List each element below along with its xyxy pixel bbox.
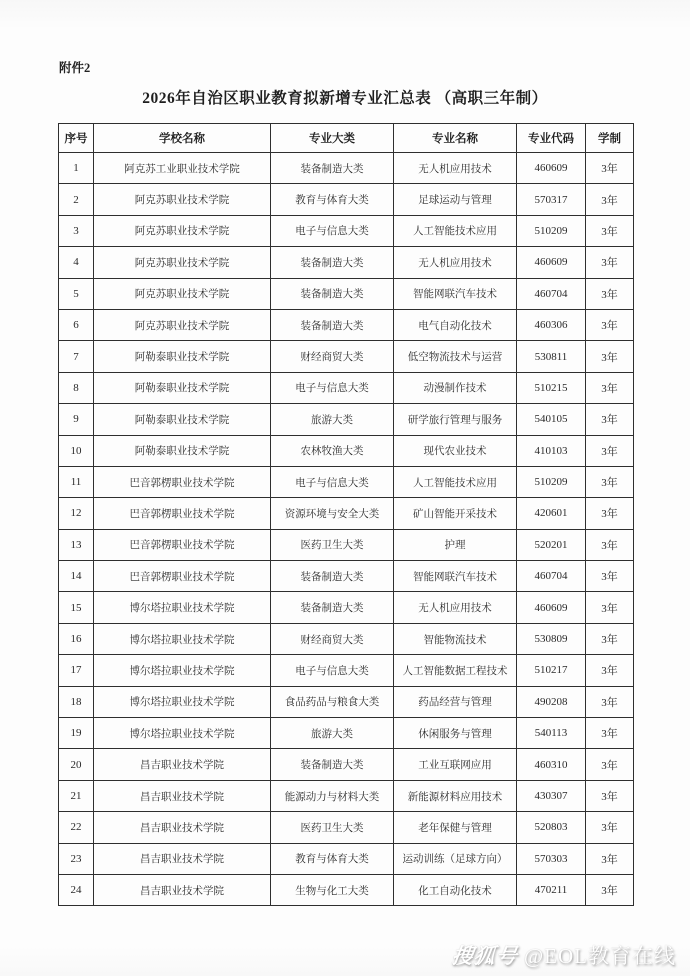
table-cell: 3年 (586, 529, 634, 560)
table-cell: 护理 (394, 529, 517, 560)
table-header-cell: 学制 (586, 124, 634, 153)
table-cell: 低空物流技术与运营 (394, 341, 517, 372)
table-cell: 3年 (586, 655, 634, 686)
table-cell: 装备制造大类 (271, 749, 394, 780)
table-cell: 工业互联网应用 (394, 749, 517, 780)
table-cell: 7 (59, 341, 94, 372)
table-cell: 博尔塔拉职业技术学院 (94, 623, 271, 654)
table-cell: 足球运动与管理 (394, 184, 517, 215)
table-cell: 阿勒泰职业技术学院 (94, 341, 271, 372)
table-cell: 电子与信息大类 (271, 655, 394, 686)
table-row (59, 341, 634, 372)
table-header-row (59, 124, 634, 153)
table-cell: 3年 (586, 466, 634, 497)
table-cell: 研学旅行管理与服务 (394, 404, 517, 435)
table-row (59, 404, 634, 435)
table-cell: 无人机应用技术 (394, 153, 517, 184)
table-header-cell: 序号 (59, 124, 94, 153)
table-cell: 470211 (517, 874, 586, 905)
table-cell: 巴音郭楞职业技术学院 (94, 561, 271, 592)
table-cell: 昌吉职业技术学院 (94, 749, 271, 780)
table-cell: 药品经营与管理 (394, 686, 517, 717)
table-cell: 无人机应用技术 (394, 247, 517, 278)
table-cell: 460609 (517, 153, 586, 184)
table-row (59, 843, 634, 874)
table-cell: 11 (59, 466, 94, 497)
table-cell: 460306 (517, 309, 586, 340)
table-cell: 16 (59, 623, 94, 654)
table-cell: 3年 (586, 435, 634, 466)
table-cell: 460609 (517, 592, 586, 623)
table-cell: 540113 (517, 718, 586, 749)
table-row (59, 309, 634, 340)
table-cell: 10 (59, 435, 94, 466)
table-cell: 阿克苏职业技术学院 (94, 278, 271, 309)
table-cell: 3年 (586, 184, 634, 215)
table-header-cell: 专业大类 (271, 124, 394, 153)
table-cell: 510209 (517, 215, 586, 246)
table-cell: 人工智能技术应用 (394, 466, 517, 497)
table-cell: 570303 (517, 843, 586, 874)
table-cell: 3年 (586, 372, 634, 403)
table-cell: 智能物流技术 (394, 623, 517, 654)
table-cell: 460704 (517, 561, 586, 592)
sohu-logo: 搜狐号 (450, 944, 520, 968)
table-cell: 现代农业技术 (394, 435, 517, 466)
table-row (59, 686, 634, 717)
table-cell: 3年 (586, 686, 634, 717)
table-cell: 阿克苏职业技术学院 (94, 184, 271, 215)
table-cell: 教育与体育大类 (271, 184, 394, 215)
attachment-label: 附件2 (59, 61, 91, 75)
table-cell: 3年 (586, 498, 634, 529)
table-head (59, 124, 634, 153)
table-cell: 14 (59, 561, 94, 592)
table-cell: 540105 (517, 404, 586, 435)
table-cell: 3年 (586, 780, 634, 811)
table-cell: 化工自动化技术 (394, 874, 517, 905)
table-cell: 阿克苏工业职业技术学院 (94, 153, 271, 184)
table-cell: 13 (59, 529, 94, 560)
table-row (59, 247, 634, 278)
table-cell: 510209 (517, 466, 586, 497)
table-row (59, 529, 634, 560)
table-row (59, 278, 634, 309)
table-cell: 410103 (517, 435, 586, 466)
table-cell: 装备制造大类 (271, 309, 394, 340)
table-cell: 智能网联汽车技术 (394, 561, 517, 592)
table-row (59, 215, 634, 246)
table-cell: 3年 (586, 247, 634, 278)
table-cell: 570317 (517, 184, 586, 215)
table-cell: 20 (59, 749, 94, 780)
table-cell: 无人机应用技术 (394, 592, 517, 623)
table-cell: 运动训练（足球方向） (394, 843, 517, 874)
table-cell: 电子与信息大类 (271, 372, 394, 403)
table-cell: 23 (59, 843, 94, 874)
table-cell: 巴音郭楞职业技术学院 (94, 498, 271, 529)
table-cell: 530811 (517, 341, 586, 372)
table-cell: 5 (59, 278, 94, 309)
table-row (59, 153, 634, 184)
table-row (59, 812, 634, 843)
table-cell: 460704 (517, 278, 586, 309)
table-cell: 博尔塔拉职业技术学院 (94, 655, 271, 686)
table-cell: 食品药品与粮食大类 (271, 686, 394, 717)
table-cell: 资源环境与安全大类 (271, 498, 394, 529)
table-cell: 生物与化工大类 (271, 874, 394, 905)
table-cell: 3年 (586, 404, 634, 435)
table-cell: 财经商贸大类 (271, 623, 394, 654)
table-cell: 12 (59, 498, 94, 529)
table-cell: 人工智能技术应用 (394, 215, 517, 246)
table-cell: 装备制造大类 (271, 561, 394, 592)
table-header-cell: 学校名称 (94, 124, 271, 153)
table-cell: 财经商贸大类 (271, 341, 394, 372)
table-cell: 巴音郭楞职业技术学院 (94, 529, 271, 560)
table-cell: 动漫制作技术 (394, 372, 517, 403)
table-cell: 530809 (517, 623, 586, 654)
table-cell: 3年 (586, 153, 634, 184)
table-cell: 装备制造大类 (271, 278, 394, 309)
table-cell: 2 (59, 184, 94, 215)
table-cell: 510215 (517, 372, 586, 403)
table-cell: 520201 (517, 529, 586, 560)
table-cell: 3年 (586, 812, 634, 843)
watermark (452, 940, 676, 970)
watermark-account: @EOL教育在线 (523, 944, 676, 968)
table-row (59, 498, 634, 529)
table-cell: 3年 (586, 341, 634, 372)
table-row (59, 372, 634, 403)
table-cell: 电子与信息大类 (271, 466, 394, 497)
table-cell: 电气自动化技术 (394, 309, 517, 340)
table-cell: 3年 (586, 623, 634, 654)
table-cell: 矿山智能开采技术 (394, 498, 517, 529)
table-cell: 3年 (586, 561, 634, 592)
table-cell: 460310 (517, 749, 586, 780)
table-cell: 博尔塔拉职业技术学院 (94, 592, 271, 623)
table-cell: 巴音郭楞职业技术学院 (94, 466, 271, 497)
table-cell: 24 (59, 874, 94, 905)
table-row (59, 435, 634, 466)
table-cell: 电子与信息大类 (271, 215, 394, 246)
table-cell: 阿克苏职业技术学院 (94, 215, 271, 246)
table-cell: 21 (59, 780, 94, 811)
table-cell: 15 (59, 592, 94, 623)
table-cell: 3年 (586, 874, 634, 905)
table-cell: 旅游大类 (271, 404, 394, 435)
table-cell: 3年 (586, 309, 634, 340)
table-cell: 博尔塔拉职业技术学院 (94, 718, 271, 749)
table-cell: 装备制造大类 (271, 247, 394, 278)
table-cell: 510217 (517, 655, 586, 686)
table-header-cell: 专业名称 (394, 124, 517, 153)
table-body (59, 153, 634, 906)
table-cell: 装备制造大类 (271, 153, 394, 184)
table-cell: 装备制造大类 (271, 592, 394, 623)
table-row (59, 623, 634, 654)
table-cell: 3年 (586, 592, 634, 623)
table-cell: 3 (59, 215, 94, 246)
table-cell: 3年 (586, 843, 634, 874)
table-row (59, 184, 634, 215)
table-cell: 3年 (586, 749, 634, 780)
table-cell: 460609 (517, 247, 586, 278)
table-cell: 8 (59, 372, 94, 403)
table-cell: 3年 (586, 278, 634, 309)
table-cell: 旅游大类 (271, 718, 394, 749)
table-cell: 新能源材料应用技术 (394, 780, 517, 811)
table-row (59, 655, 634, 686)
table-row (59, 874, 634, 905)
table-cell: 17 (59, 655, 94, 686)
table-cell: 3年 (586, 215, 634, 246)
table-cell: 4 (59, 247, 94, 278)
table-cell: 昌吉职业技术学院 (94, 780, 271, 811)
table-cell: 430307 (517, 780, 586, 811)
table-cell: 休闲服务与管理 (394, 718, 517, 749)
table-cell: 博尔塔拉职业技术学院 (94, 686, 271, 717)
table-row (59, 592, 634, 623)
page-title: 2026年自治区职业教育拟新增专业汇总表 （高职三年制） (142, 90, 548, 107)
table-cell: 阿勒泰职业技术学院 (94, 372, 271, 403)
table-cell: 能源动力与材料大类 (271, 780, 394, 811)
table-cell: 阿克苏职业技术学院 (94, 309, 271, 340)
table-cell: 医药卫生大类 (271, 529, 394, 560)
table-cell: 医药卫生大类 (271, 812, 394, 843)
table-cell: 阿勒泰职业技术学院 (94, 404, 271, 435)
table-cell: 农林牧渔大类 (271, 435, 394, 466)
table-cell: 18 (59, 686, 94, 717)
table-cell: 490208 (517, 686, 586, 717)
table-cell: 阿克苏职业技术学院 (94, 247, 271, 278)
table-cell: 1 (59, 153, 94, 184)
table-cell: 昌吉职业技术学院 (94, 874, 271, 905)
table-cell: 智能网联汽车技术 (394, 278, 517, 309)
table-cell: 昌吉职业技术学院 (94, 843, 271, 874)
table-cell: 昌吉职业技术学院 (94, 812, 271, 843)
table-cell: 420601 (517, 498, 586, 529)
table-cell: 6 (59, 309, 94, 340)
table-cell: 阿勒泰职业技术学院 (94, 435, 271, 466)
table-cell: 3年 (586, 718, 634, 749)
table-cell: 22 (59, 812, 94, 843)
table-cell: 老年保健与管理 (394, 812, 517, 843)
table-cell: 人工智能数据工程技术 (394, 655, 517, 686)
table-row (59, 466, 634, 497)
table-row (59, 749, 634, 780)
new-majors-table (58, 123, 634, 906)
table-cell: 520803 (517, 812, 586, 843)
table-row (59, 561, 634, 592)
table-header-cell: 专业代码 (517, 124, 586, 153)
table-row (59, 780, 634, 811)
table-cell: 19 (59, 718, 94, 749)
table-row (59, 718, 634, 749)
table-cell: 教育与体育大类 (271, 843, 394, 874)
table-cell: 9 (59, 404, 94, 435)
